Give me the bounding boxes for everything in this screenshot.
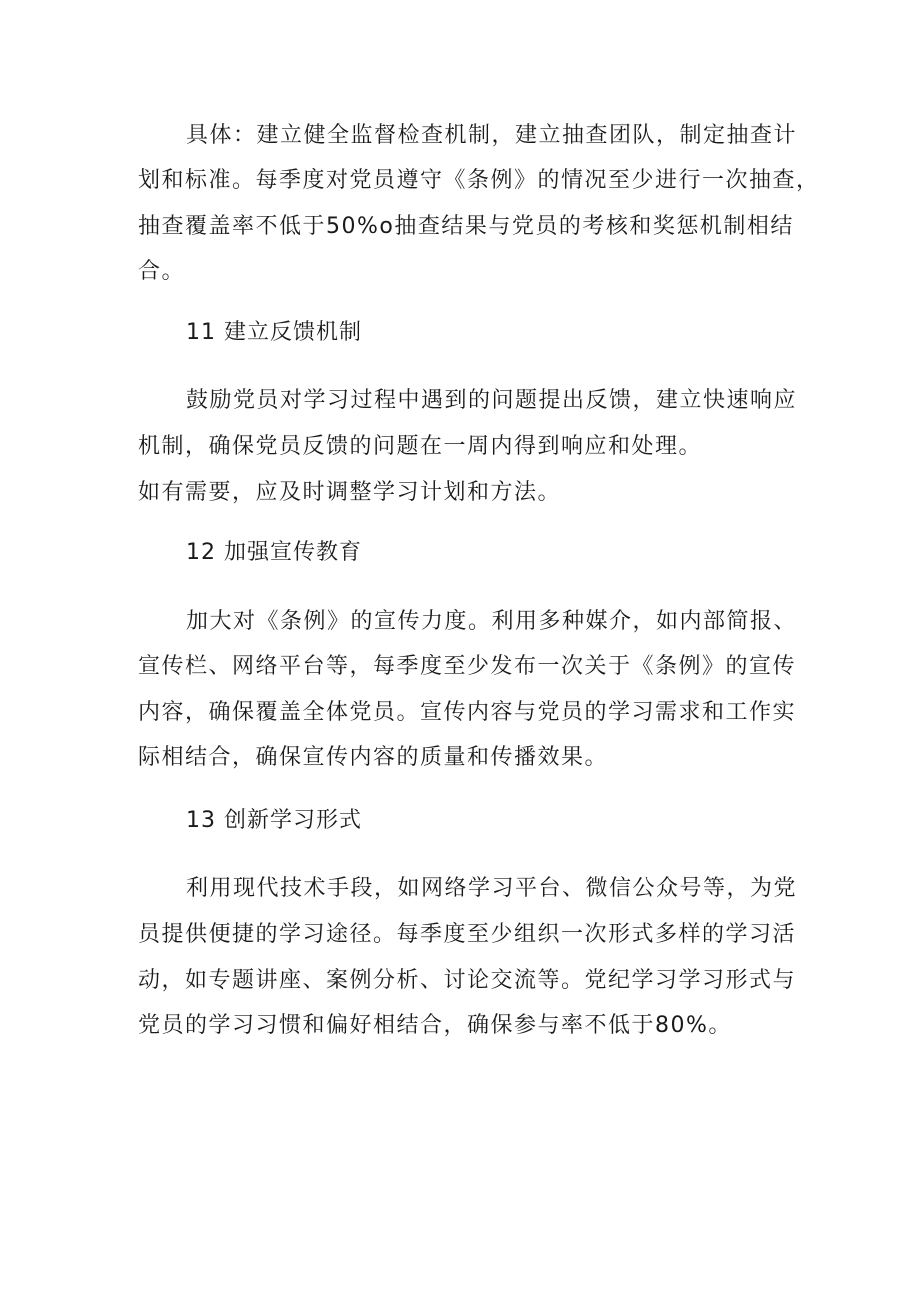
paragraph-3-line-4: 际相结合，确保宣传内容的质量和传播效果。 (138, 745, 609, 770)
section-heading-13: 13 创新学习形式 (186, 808, 362, 833)
section-heading-12: 12 加强宣传教育 (186, 540, 362, 565)
paragraph-2-line-1: 鼓励党员对学习过程中遇到的问题提出反馈，建立快速响应 (186, 388, 798, 413)
paragraph-2-line-3: 如有需要，应及时调整学习计划和方法。 (138, 480, 562, 505)
paragraph-1-line-1: 具体：建立健全监督检查机制，建立抽查团队，制定抽查计 (186, 123, 798, 148)
paragraph-4-line-2: 员提供便捷的学习途径。每季度至少组织一次形式多样的学习活 (138, 922, 797, 947)
paragraph-3-line-3: 内容，确保覆盖全体党员。宣传内容与党员的学习需求和工作实 (138, 700, 797, 725)
paragraph-3-line-2: 宣传栏、网络平台等，每季度至少发布一次关于《条例》的宣传 (138, 654, 797, 679)
paragraph-4-line-3: 动，如专题讲座、案例分析、讨论交流等。党纪学习学习形式与 (138, 968, 797, 993)
paragraph-1-line-4: 合。 (138, 259, 186, 284)
section-heading-11: 11 建立反馈机制 (186, 320, 362, 345)
paragraph-3-line-1: 加大对《条例》的宣传力度。利用多种媒介，如内部简报、 (186, 609, 798, 634)
paragraph-1-line-3: 抽查覆盖率不低于50%o抽查结果与党员的考核和奖惩机制相结 (138, 214, 794, 239)
paragraph-1-line-2: 划和标准。每季度对党员遵守《条例》的情况至少进行一次抽查， (138, 168, 820, 193)
paragraph-4-line-1: 利用现代技术手段，如网络学习平台、微信公众号等，为党 (186, 876, 798, 901)
paragraph-4-line-4: 党员的学习习惯和偏好相结合，确保参与率不低于80%。 (138, 1013, 732, 1038)
paragraph-2-line-2: 机制，确保党员反馈的问题在一周内得到响应和处理。 (138, 434, 703, 459)
